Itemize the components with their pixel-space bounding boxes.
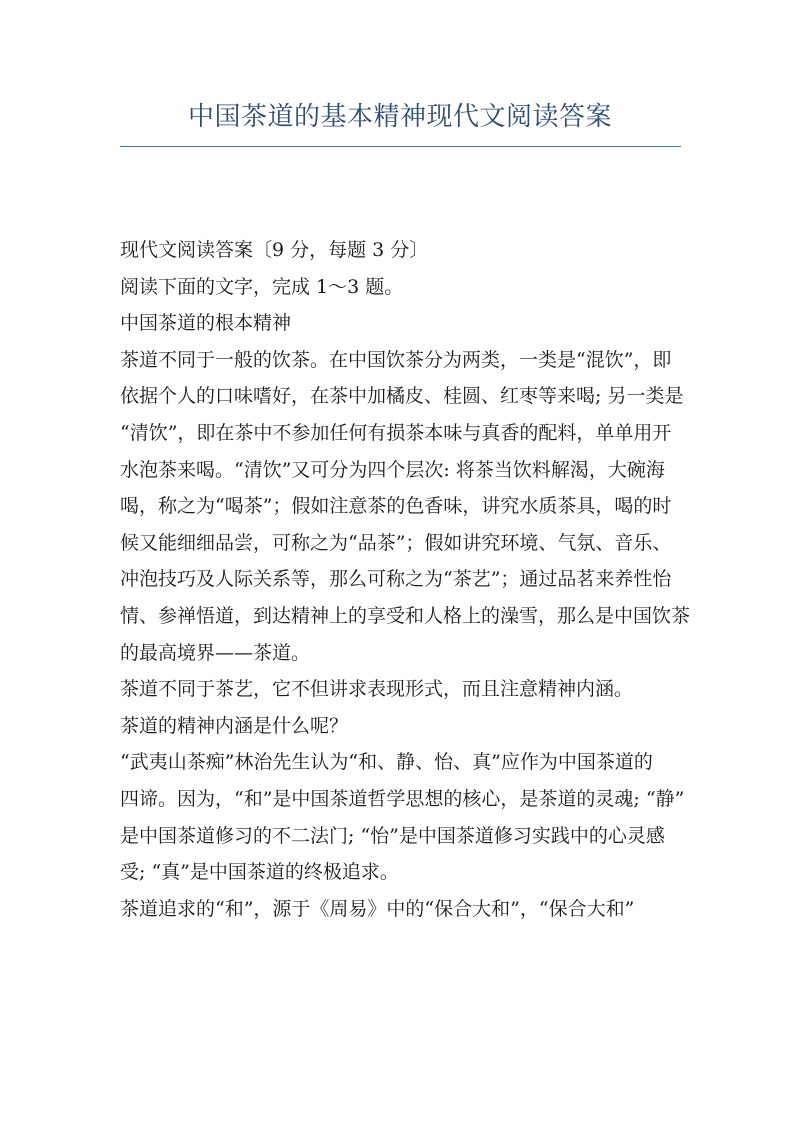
body-line: 茶道追求的“和”，源于《周易》中的“保合大和”，“保合大和”	[120, 897, 635, 920]
title-underline	[120, 146, 681, 147]
body-line: 茶道的精神内涵是什么呢？	[120, 714, 349, 737]
body-line: 冲泡技巧及人际关系等，那么可称之为“茶艺”；通过品茗来养性怡	[120, 568, 672, 591]
body-line: 的最高境界——茶道。	[120, 641, 311, 664]
body-line: 四谛。因为，“和”是中国茶道哲学思想的核心，是茶道的灵魂; “静”	[120, 787, 685, 810]
document-body	[120, 232, 700, 927]
body-line: 现代文阅读答案〔9 分，每题 3 分〕	[120, 239, 429, 261]
body-line: 候又能细细品尝，可称之为“品茶”；假如讲究环境、气氛、音乐、	[120, 531, 672, 554]
document-title: 中国茶道的基本精神现代文阅读答案	[187, 102, 612, 132]
body-line: 喝，称之为“喝茶”；假如注意茶的色香味，讲究水质茶具，喝的时	[120, 495, 672, 518]
section-heading: 中国茶道的根本精神	[120, 312, 292, 335]
body-line: 依据个人的口味嗜好，在茶中加橘皮、桂圆、红枣等来喝; 另一类是	[120, 385, 684, 408]
body-line: 阅读下面的文字，完成 1～3 题。	[120, 275, 404, 298]
body-line: “武夷山茶痴”林治先生认为“和、静、怡、真”应作为中国茶道的	[120, 751, 653, 774]
body-line: 水泡茶来喝。“清饮”又可分为四个层次: 将茶当饮料解渴，大碗海	[120, 458, 665, 481]
body-line: “清饮”，即在茶中不参加任何有损茶本味与真香的配料，单单用开	[120, 421, 672, 444]
body-line: 受; “真”是中国茶道的终极追求。	[120, 861, 399, 884]
body-line: 是中国茶道修习的不二法门; “怡”是中国茶道修习实践中的心灵感	[120, 824, 665, 847]
body-line: 茶道不同于一般的饮茶。在中国饮茶分为两类，一类是“混饮”，即	[120, 348, 672, 371]
body-line: 情、参禅悟道，到达精神上的享受和人格上的澡雪，那么是中国饮茶	[120, 604, 691, 627]
body-line: 茶道不同于茶艺，它不但讲求表现形式，而且注意精神内涵。	[120, 678, 634, 701]
